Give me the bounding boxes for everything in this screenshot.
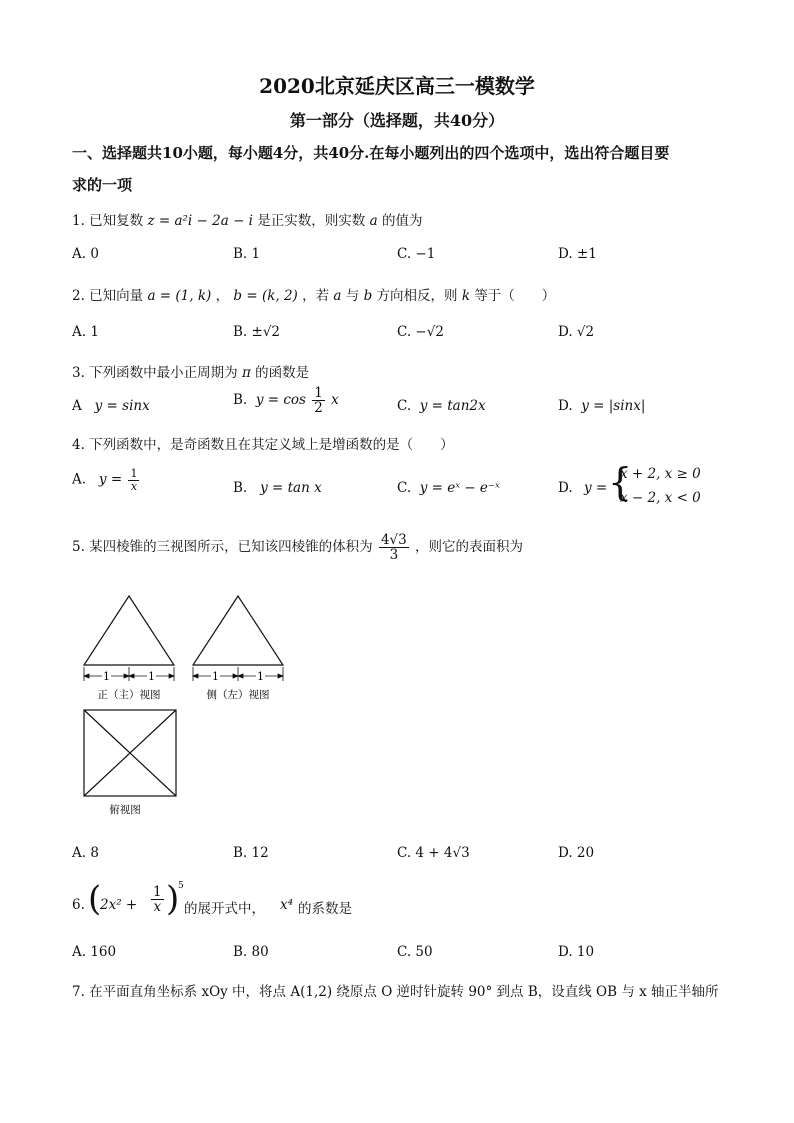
q5-option-b: B. 12 bbox=[233, 845, 269, 861]
q6-option-d: D. 10 bbox=[558, 944, 595, 960]
q6-tail: 的系数是 bbox=[298, 901, 352, 917]
q6-expr-a: 2x² + bbox=[100, 897, 138, 913]
q4-option-c-expr: y = eˣ − e⁻ˣ bbox=[419, 480, 500, 496]
q1-option-d: D. ±1 bbox=[558, 246, 597, 262]
q4-option-a-num: 1 bbox=[130, 467, 138, 480]
q2-pre: 2. 已知向量 bbox=[72, 288, 144, 304]
q1-option-a: A. 0 bbox=[72, 246, 99, 262]
q3-option-c-expr: y = tan2x bbox=[419, 398, 486, 414]
q3-option-c-label: C. bbox=[397, 398, 412, 414]
q6-den: x bbox=[153, 899, 162, 916]
q1-tail: 的值为 bbox=[381, 213, 423, 229]
question-2 bbox=[72, 284, 555, 304]
q4-option-c-label: C. bbox=[397, 480, 412, 496]
q3-option-a-expr: y = sinx bbox=[94, 398, 150, 414]
q2-mid1: ，若 bbox=[302, 288, 330, 304]
q4-option-a bbox=[72, 468, 141, 492]
q5-volume-den: 3 bbox=[389, 547, 399, 564]
q6-paren-right: ) bbox=[166, 879, 180, 919]
q3-pi: π bbox=[241, 365, 251, 381]
q5-tail: ，则它的表面积为 bbox=[415, 539, 524, 556]
q5-pre: 5. 某四棱锥的三视图所示，已知该四棱锥的体积为 bbox=[72, 539, 373, 556]
q5-option-c: C. 4 + 4√3 bbox=[397, 845, 470, 861]
section-heading-line2: 求的一项 bbox=[72, 176, 133, 194]
top-view-square bbox=[84, 710, 176, 796]
section-heading-line1: 一、选择题共10小题，每小题4分，共40分.在每小题列出的四个选项中，选出符合题目要 bbox=[72, 144, 670, 162]
q3-option-b-label: B. bbox=[233, 392, 248, 409]
page-title: 2020北京延庆区高三一模数学 bbox=[259, 74, 535, 98]
front-view-triangle bbox=[84, 596, 174, 665]
q3-option-a bbox=[72, 398, 150, 414]
q1-pre: 1. 已知复数 bbox=[72, 213, 144, 229]
top-view-caption: 俯视图 bbox=[109, 804, 141, 816]
q1-var: a bbox=[369, 213, 378, 229]
q2-option-c: C. −√2 bbox=[397, 324, 444, 340]
q3-option-b-pre: y = cos bbox=[255, 392, 306, 409]
front-view-caption: 正（主）视图 bbox=[97, 689, 161, 701]
q3-option-b-den: 2 bbox=[314, 400, 323, 417]
side-view-triangle bbox=[193, 596, 283, 665]
q3-option-d-expr: y = |sinx| bbox=[581, 398, 646, 414]
three-view-figure bbox=[78, 590, 288, 820]
q3-option-b bbox=[233, 386, 339, 415]
q6-power: 5 bbox=[178, 881, 184, 891]
q3-option-d bbox=[558, 398, 645, 414]
q4-option-a-label: A. bbox=[72, 471, 87, 488]
q2-option-d: D. √2 bbox=[558, 324, 595, 340]
q3-pre: 3. 下列函数中最小正周期为 bbox=[72, 365, 238, 381]
q4-option-d-pre: y = bbox=[584, 480, 608, 496]
q4-option-c bbox=[397, 480, 500, 496]
q2-mid3: 方向相反，则 bbox=[376, 288, 458, 304]
front-dim-label-left: 1 bbox=[103, 670, 110, 683]
q3-option-d-label: D. bbox=[558, 398, 573, 414]
q6-term: x⁴ bbox=[280, 897, 294, 913]
q3-option-c bbox=[397, 398, 486, 414]
front-dim-label-right: 1 bbox=[148, 670, 155, 683]
q3-option-b-fraction bbox=[312, 386, 325, 415]
q1-option-c: C. −1 bbox=[397, 246, 436, 262]
question-7: 7. 在平面直角坐标系 xOy 中，将点 A(1,2) 绕原点 O 逆时针旋转 90° 到点 B，设直线 OB 与 x 轴正半轴所 bbox=[72, 984, 719, 1000]
q3-option-b-post: x bbox=[331, 392, 339, 409]
q1-option-b: B. 1 bbox=[233, 246, 261, 262]
q5-option-d: D. 20 bbox=[558, 845, 595, 861]
q6-num: 1 bbox=[153, 884, 162, 900]
q2-sep: ， bbox=[215, 288, 230, 304]
question-1 bbox=[72, 209, 422, 229]
q4-option-b-label: B. bbox=[233, 480, 248, 496]
q2-option-a: A. 1 bbox=[72, 324, 99, 340]
q4-option-b-expr: y = tan x bbox=[260, 480, 322, 496]
side-view-caption: 侧（左）视图 bbox=[206, 689, 270, 701]
q4-option-d-brace: { bbox=[608, 460, 633, 504]
question-4: 4. 下列函数中，是奇函数且在其定义域上是增函数的是（ ） bbox=[72, 437, 454, 453]
q4-option-d-case1: x + 2, x ≥ 0 bbox=[620, 466, 701, 482]
q3-tail: 的函数是 bbox=[255, 365, 310, 381]
q4-option-d-label: D. bbox=[558, 480, 573, 496]
front-view-dimension bbox=[84, 667, 174, 681]
q6-fraction bbox=[151, 885, 164, 914]
q2-option-b: B. ±√2 bbox=[233, 324, 281, 340]
question-5 bbox=[72, 533, 523, 562]
q2-k: k bbox=[461, 288, 471, 304]
q4-option-a-den: x bbox=[130, 479, 138, 493]
q1-post: 是正实数，则实数 bbox=[257, 213, 366, 229]
q6-option-c: C. 50 bbox=[397, 944, 433, 960]
q6-mid: 的展开式中， bbox=[184, 901, 265, 917]
q1-expr: z = a²i − 2a − i bbox=[147, 213, 253, 229]
q5-volume-num: 4√3 bbox=[380, 532, 407, 548]
q4-option-d-case2: x − 2, x < 0 bbox=[620, 490, 701, 506]
side-view-dimension bbox=[193, 667, 283, 681]
q3-option-b-num: 1 bbox=[314, 385, 323, 401]
part-heading: 第一部分（选择题，共40分） bbox=[289, 111, 505, 130]
q2-tail: 等于（ ） bbox=[474, 288, 556, 304]
side-dim-label-right: 1 bbox=[257, 670, 264, 683]
q6-option-b: B. 80 bbox=[233, 944, 269, 960]
q5-volume-fraction bbox=[379, 533, 409, 562]
q3-option-a-label: A bbox=[72, 398, 82, 414]
q4-option-a-fraction bbox=[128, 468, 139, 492]
q6-option-a: A. 160 bbox=[72, 944, 117, 960]
q2-b: b bbox=[363, 288, 373, 304]
question-3 bbox=[72, 361, 309, 381]
q4-option-a-pre: y = bbox=[98, 471, 123, 488]
q2-vector-a: a = (1, k) bbox=[147, 288, 212, 304]
q6-paren-left: ( bbox=[88, 879, 102, 919]
q2-a: a bbox=[333, 288, 342, 304]
q5-option-a: A. 8 bbox=[72, 845, 99, 861]
side-dim-label-left: 1 bbox=[212, 670, 219, 683]
q2-vector-b: b = (k, 2) bbox=[233, 288, 298, 304]
q2-mid2: 与 bbox=[345, 288, 360, 304]
q4-option-b bbox=[233, 480, 322, 496]
q6-pre: 6. bbox=[72, 897, 85, 913]
